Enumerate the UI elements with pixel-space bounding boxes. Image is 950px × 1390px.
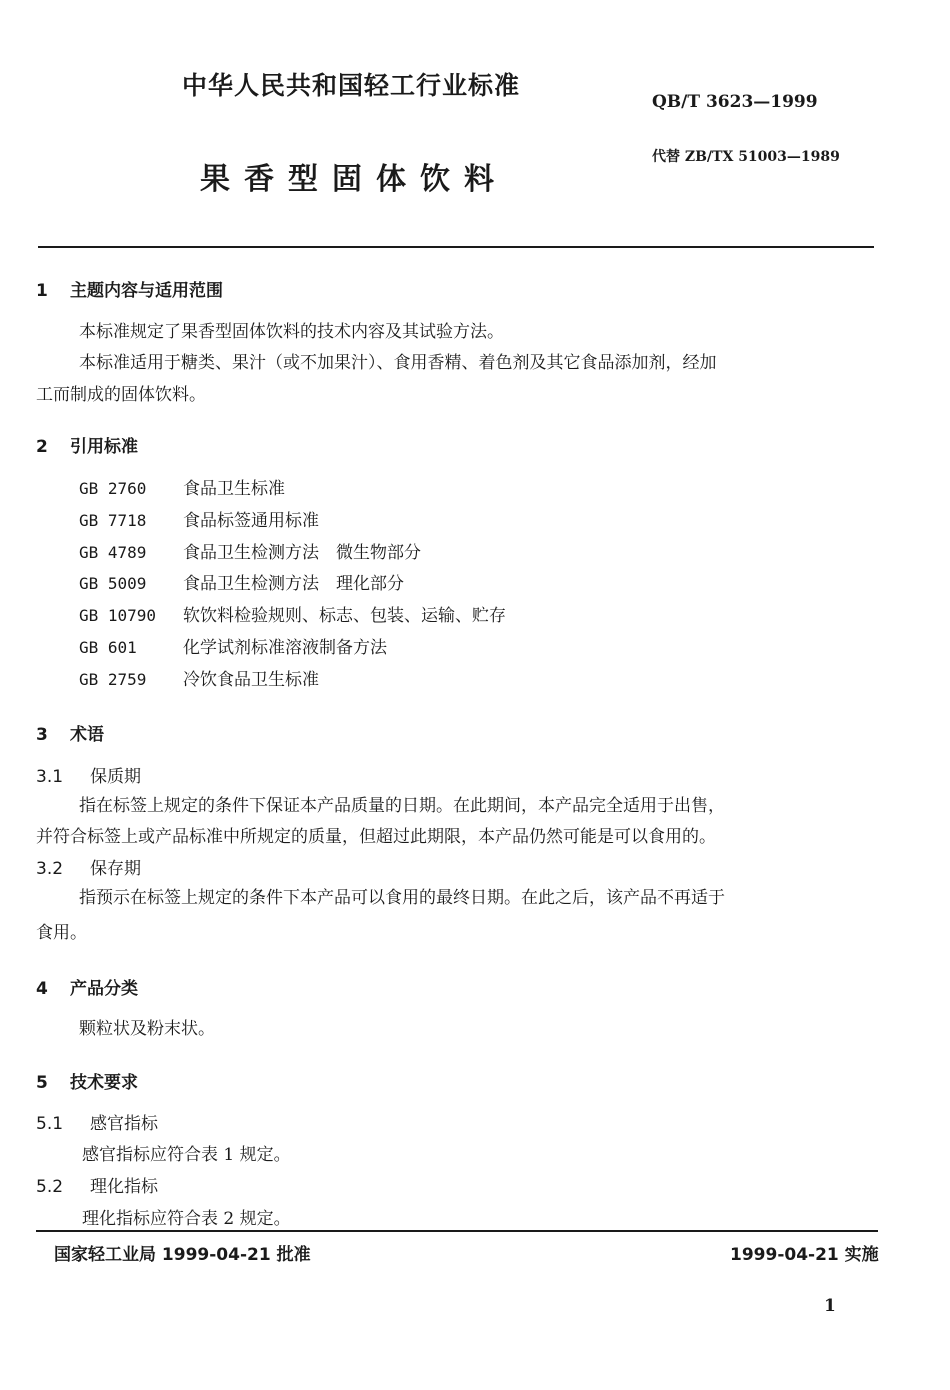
reference-item [79,569,404,594]
subsection-3-1-text-cont: 并符合标签上或产品标准中所规定的质量，但超过此期限，本产品仍然可能是可以食用的。 [36,827,716,847]
standard-code: QB/T 3623—1999 [652,92,818,112]
subsection-5-2-text: 理化指标应符合表 2 规定。 [82,1209,291,1229]
subsection-title: 感官指标 [90,1114,158,1134]
reference-name: 食品卫生检测方法 微生物部分 [183,543,421,563]
reference-item [79,633,387,658]
section-5-heading [36,1068,138,1093]
section-1-paragraph-1: 本标准规定了果香型固体饮料的技术内容及其试验方法。 [79,322,504,342]
section-title: 主题内容与适用范围 [70,281,223,301]
header-rule [38,246,874,248]
subsection-5-1-text: 感官指标应符合表 1 规定。 [82,1145,291,1165]
document-title: 果香型固体饮料 [200,162,508,197]
subsection-3-2-heading [36,854,141,879]
reference-code: GB 4789 [79,543,147,562]
section-number: 5 [36,1073,48,1093]
subsection-3-2-text: 指预示在标签上规定的条件下本产品可以食用的最终日期。在此之后，该产品不再适于 [79,888,725,908]
subsection-title: 理化指标 [90,1177,158,1197]
reference-name: 软饮料检验规则、标志、包装、运输、贮存 [183,606,506,626]
reference-code: GB 5009 [79,574,147,593]
section-title: 引用标准 [70,437,138,457]
section-number: 3 [36,725,48,745]
section-title: 产品分类 [70,979,138,999]
effective-date: 1999-04-21 实施 [730,1245,879,1265]
reference-code: GB 7718 [79,511,147,530]
section-4-text: 颗粒状及粉末状。 [79,1019,215,1039]
reference-code: GB 10790 [79,606,157,625]
issuing-organization: 中华人民共和国轻工行业标准 [182,71,521,100]
subsection-number: 5.2 [36,1177,64,1197]
footer-rule [36,1230,878,1232]
section-title: 技术要求 [70,1073,138,1093]
subsection-5-1-heading [36,1109,158,1134]
subsection-number: 3.2 [36,859,64,879]
approval-date: 国家轻工业局 1999-04-21 批准 [54,1245,311,1265]
reference-name: 化学试剂标准溶液制备方法 [183,638,387,658]
subsection-title: 保质期 [90,767,141,787]
reference-item [79,506,319,531]
section-1-paragraph-2-cont: 工而制成的固体饮料。 [36,385,206,405]
reference-name: 食品标签通用标准 [183,511,319,531]
section-title: 术语 [70,725,104,745]
section-3-heading [36,720,104,745]
reference-code: GB 601 [79,638,137,657]
reference-name: 食品卫生检测方法 理化部分 [183,574,404,594]
reference-item [79,474,285,499]
subsection-3-1-heading [36,762,141,787]
reference-item [79,538,421,563]
subsection-3-2-text-cont: 食用。 [36,923,87,943]
section-1-heading [36,276,223,301]
subsection-title: 保存期 [90,859,141,879]
subsection-number: 3.1 [36,767,64,787]
reference-name: 冷饮食品卫生标准 [183,670,319,690]
reference-name: 食品卫生标准 [183,479,285,499]
reference-code: GB 2760 [79,479,147,498]
section-number: 4 [36,979,48,999]
replaces-standard: 代替 ZB/TX 51003—1989 [652,149,840,165]
reference-code: GB 2759 [79,670,147,689]
reference-item [79,665,319,690]
subsection-5-2-heading [36,1172,158,1197]
reference-item [79,601,506,626]
page-number: 1 [824,1296,836,1316]
subsection-3-1-text: 指在标签上规定的条件下保证本产品质量的日期。在此期间，本产品完全适用于出售， [79,796,725,816]
section-1-paragraph-2: 本标准适用于糖类、果汁（或不加果汁）、食用香精、着色剂及其它食品添加剂，经加 [79,353,717,373]
section-2-heading [36,432,138,457]
section-number: 1 [36,281,48,301]
subsection-number: 5.1 [36,1114,64,1134]
section-number: 2 [36,437,48,457]
section-4-heading [36,974,138,999]
